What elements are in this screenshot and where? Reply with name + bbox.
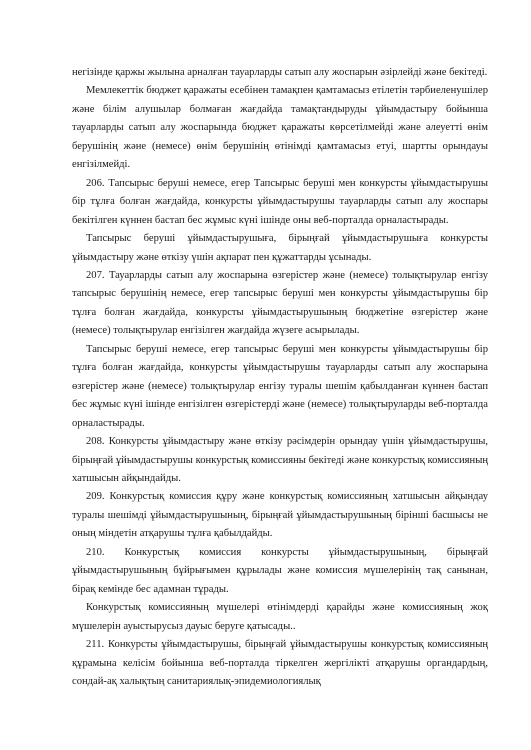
paragraph-207: 207. Тауарларды сатып алу жоспарына өзгерістер және (немесе) толықтырулар енгізу тапсырыс берушінің немесе, егер тапсырыс беруші мен конкурсты ұйымдастырушы бір тұлға болған жағдайда, конкурсты ұйымдастырушының бюджетіне өзгерістер және (немесе) толықтырулар енгізілген жағдайда жүзеге асырылады.: [72, 269, 488, 337]
paragraph-budget-note: Мемлекеттік бюджет қаражаты есебінен тамақпен қамтамасыз етілетін тәрбиеленушілер және білім алушылар болмаған жағдайда тамақтандыруды ұйымдастыру бойынша тауарларды сатып алу жоспарында бюджет қаражаты көрсетілмейді және әлеуетті өнім берушінің және (немесе) өнім берушінің өтінімді қамтамасыз етуі, шартты орындауы енгізілмейді.: [72, 85, 488, 171]
paragraph-206-docs: Тапсырыс беруші ұйымдастырушыға, бірыңғай ұйымдастырушыға конкурсты ұйымдастыру және өткізу үшін ақпарат пен құжаттарды ұсынады.: [72, 233, 488, 263]
paragraph-211: 211. Конкурсты ұйымдастырушы, бірыңғай ұйымдастырушы конкурстық комиссияның құрамына келісім бойынша веб-порталда тіркелген жергілікті атқарушы органдардың, сондай-ақ халықтың санитариялық-эпидемиологиялық: [72, 639, 488, 687]
paragraph-207-publish: Тапсырыс беруші немесе, егер тапсырыс беруші мен конкурсты ұйымдастырушы бір тұлға болған жағдайда, конкурсты ұйымдастырушы тауарларды сатып алу жоспарына өзгерістер және (немесе) толықтырулар енгізу туралы шешім қабылданған күннен бастап бес жұмыс күні ішінде енгізілген өзгерістерді және (немесе) толықтыруларды веб-порталда орналастырады.: [72, 343, 488, 429]
paragraph-continuation: негізінде қаржы жылына арналған тауарларды сатып алу жоспарын әзірлейді және бекітеді.: [72, 67, 488, 78]
paragraph-210: 210. Конкурстық комиссия конкурсты ұйымдастырушының, бірыңғай ұйымдастырушының бұйрығымен құрылады және комиссия мүшелерінің тақ санынан, бірақ кемінде бес адамнан тұрады.: [72, 546, 488, 595]
paragraph-208: 208. Конкурсты ұйымдастыру және өткізу рәсімдерін орындау үшін ұйымдастырушы, бірыңғай ұйымдастырушы конкурстық комиссияны бекітеді және конкурстық комиссияның хатшысын айқындайды.: [72, 436, 488, 484]
paragraph-206: 206. Тапсырыс беруші немесе, егер Тапсырыс беруші мен конкурсты ұйымдастырушы бір тұлға болған жағдайда, конкурсты ұйымдастырушы тауарларды сатып алу жоспары бекітілген күннен бастап бес жұмыс күні ішінде оны веб-порталда орналастырады.: [72, 177, 488, 226]
document-page: [72, 64, 488, 691]
paragraph-210-members: Конкурстық комиссияның мүшелері өтінімдерді қарайды және комиссияның жоқ мүшелерін ауыстырусыз дауыс беруге қатысады..: [72, 602, 488, 632]
paragraph-209: 209. Конкурстық комиссия құру және конкурстық комиссияның хатшысын айқындау туралы шешімді ұйымдастырушының, бірыңғай ұйымдастырушының бірінші басшысы не оның міндетін атқарушы тұлға қабылдайды.: [72, 491, 488, 540]
